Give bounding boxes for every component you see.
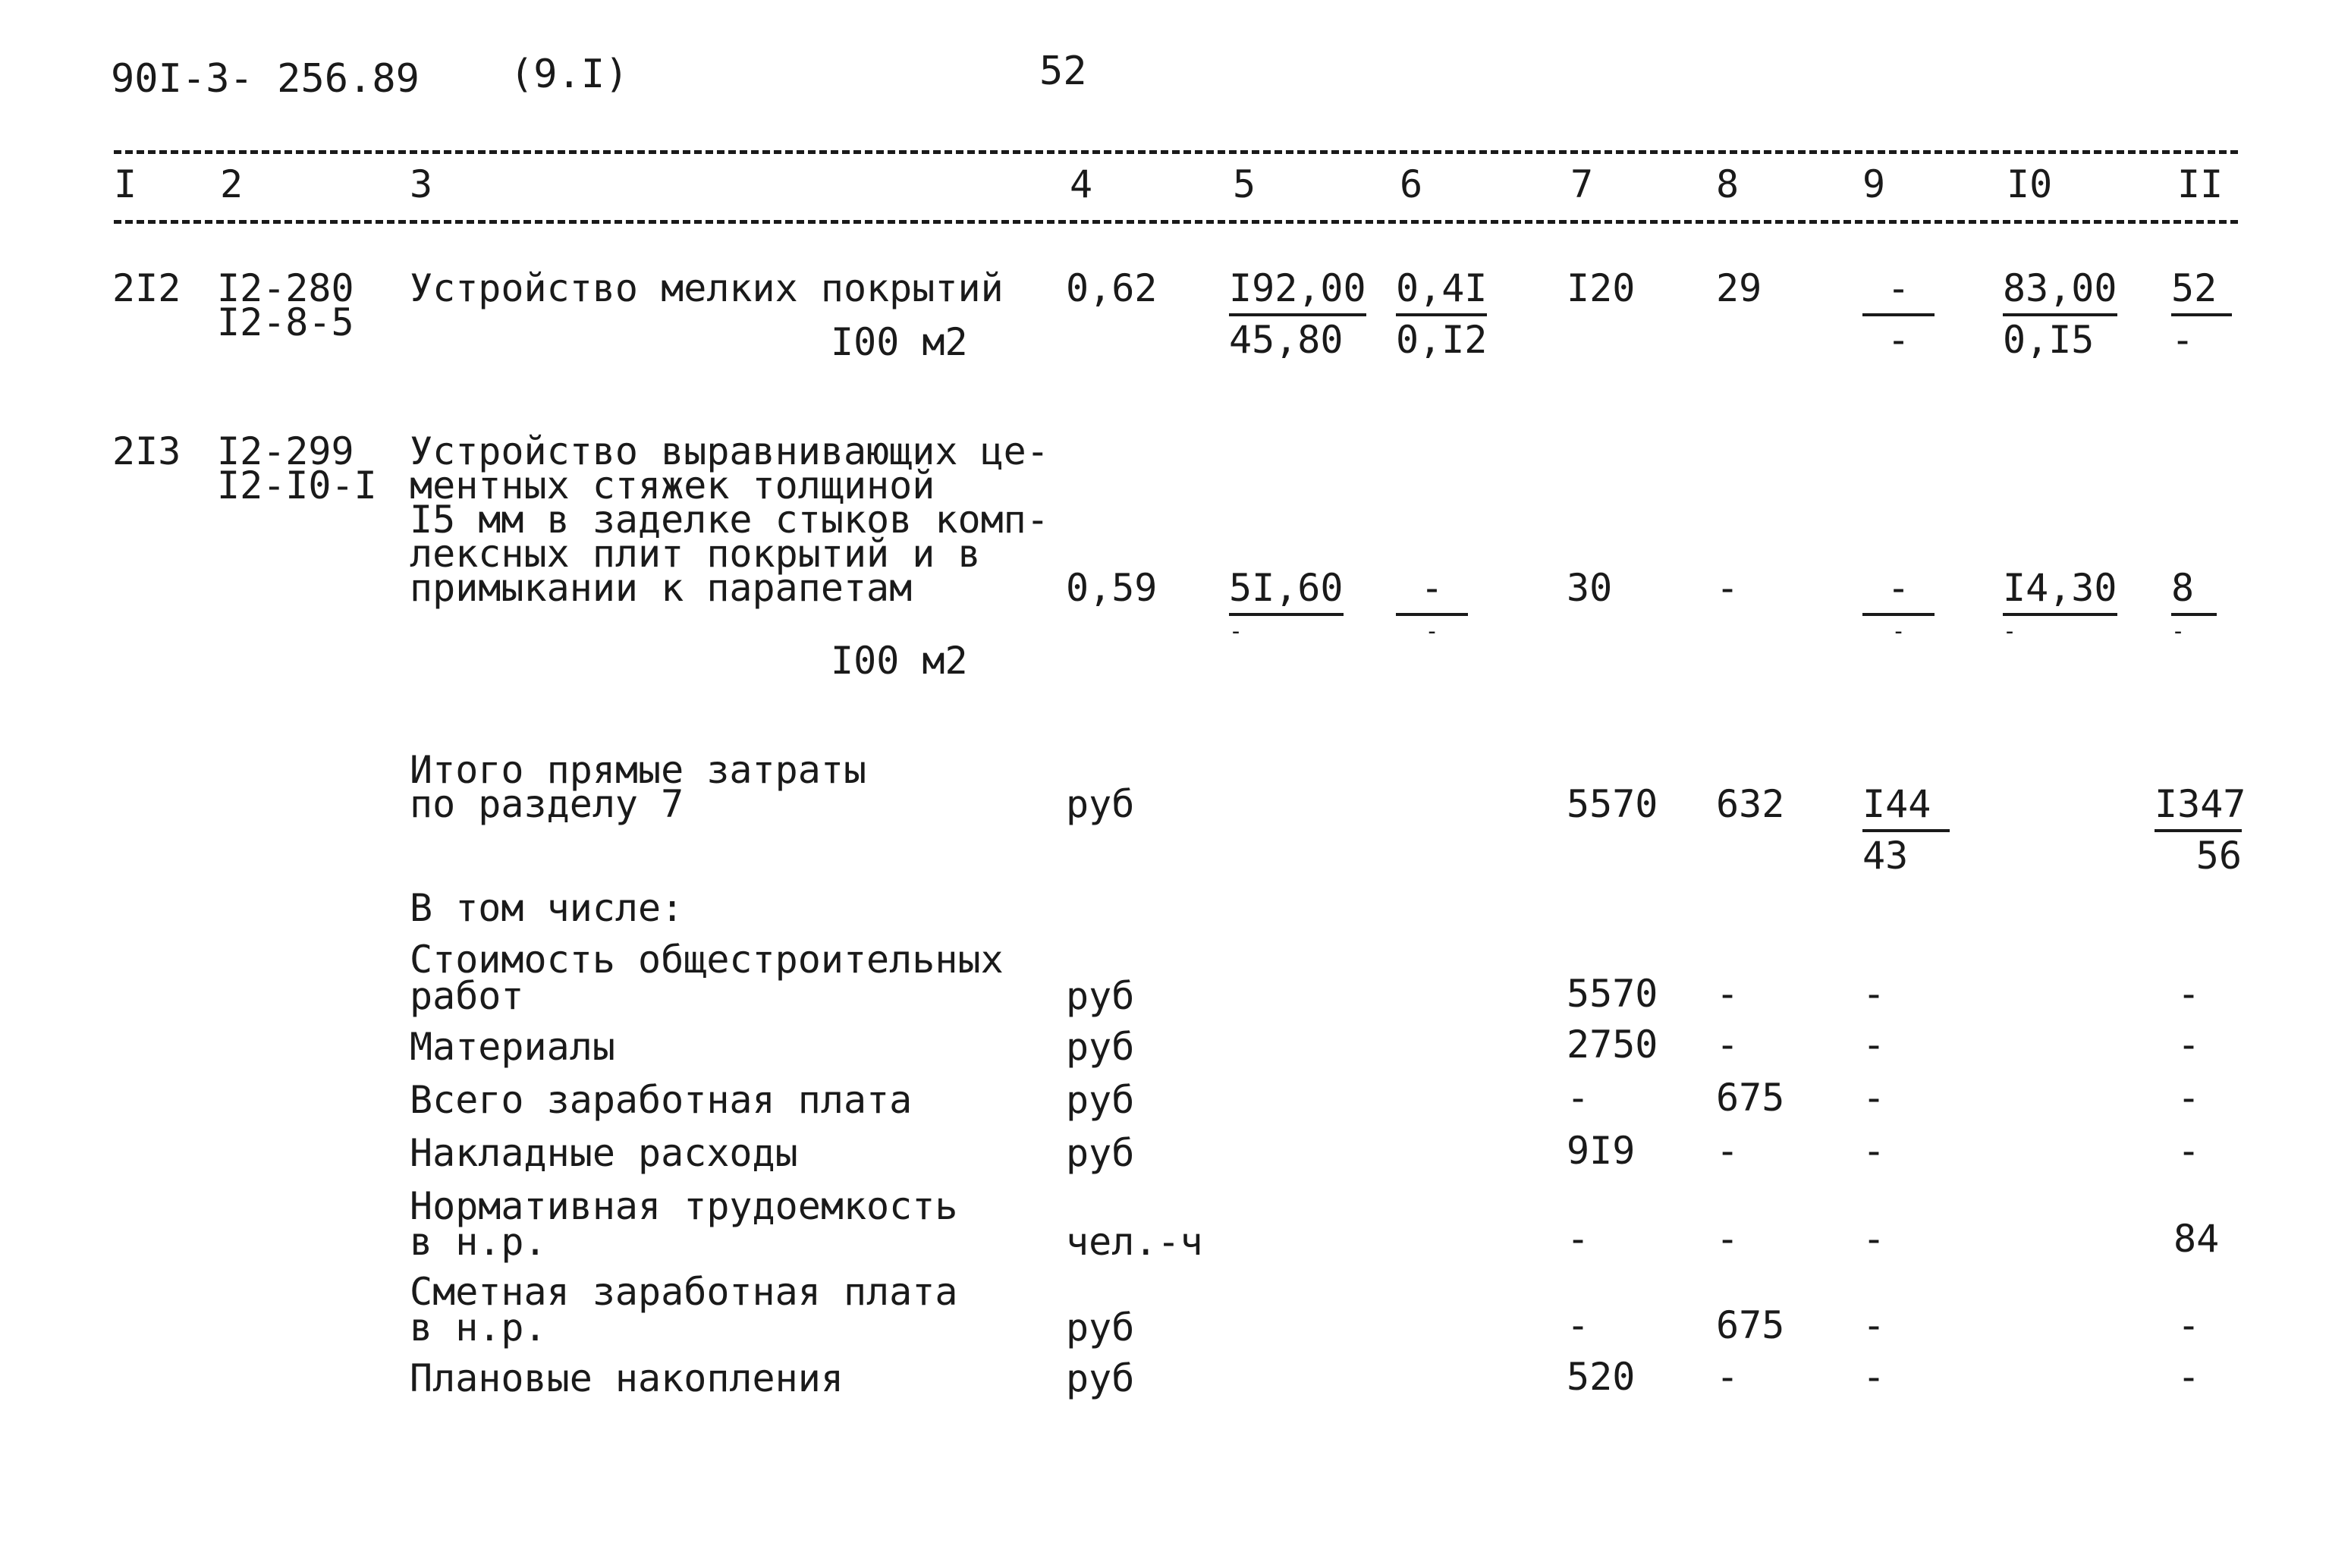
- col10-value: I4,30 -: [2003, 566, 2117, 645]
- total-label: Итого прямые затраты: [410, 748, 867, 792]
- work-description: I5 мм в заделке стыков комп-: [410, 498, 1049, 542]
- breakdown-unit: чел.-ч: [1066, 1220, 1203, 1264]
- breakdown-col8: -: [1716, 1023, 1740, 1067]
- breakdown-col9: -: [1862, 1129, 1886, 1173]
- breakdown-label: Стоимость общестроительных: [410, 938, 1004, 982]
- breakdown-col11: -: [2177, 972, 2201, 1016]
- breakdown-col11: -: [2177, 1303, 2201, 1347]
- rate-code: I2-8-5: [217, 300, 354, 344]
- breakdown-col11: -: [2177, 1023, 2201, 1067]
- total-col11: $\frac{I347}{56}$: [2155, 782, 2246, 878]
- quantity: 0,59: [1066, 566, 1158, 610]
- col9-value: - -: [1862, 569, 1935, 643]
- breakdown-col11: -: [2177, 1076, 2201, 1120]
- breakdown-col9: -: [1862, 1023, 1886, 1067]
- breakdown-col7: 5570: [1567, 972, 1658, 1016]
- work-description: Устройство выравнивающих це-: [410, 429, 1049, 473]
- breakdown-col7: 520: [1567, 1355, 1636, 1399]
- column-header: 2: [220, 162, 244, 206]
- breakdown-col7: -: [1567, 1076, 1590, 1120]
- unit-of-measure: I00 м2: [831, 320, 968, 364]
- total-label: по разделу 7: [410, 782, 684, 826]
- breakdown-col7: -: [1567, 1303, 1590, 1347]
- rate-code: I2-I0-I: [217, 463, 377, 507]
- column-header: 5: [1233, 162, 1256, 206]
- work-description: примыкании к парапетам: [410, 566, 913, 610]
- rate-code: I2-299: [217, 429, 354, 473]
- breakdown-col9: -: [1862, 972, 1886, 1016]
- breakdown-col9: -: [1862, 1217, 1886, 1261]
- col5-value: 5I,60 -: [1229, 566, 1344, 645]
- breakdown-label: работ: [410, 974, 524, 1018]
- total-unit: руб: [1066, 782, 1135, 826]
- column-header: I: [114, 162, 137, 206]
- header-top-rule: [114, 150, 2238, 154]
- breakdown-label: Всего заработная плата: [410, 1078, 913, 1122]
- work-description: Устройство мелких покрытий: [410, 266, 1004, 310]
- breakdown-col11: -: [2177, 1129, 2201, 1173]
- breakdown-col9: -: [1862, 1076, 1886, 1120]
- total-col9: $\frac{I44}{43}$: [1862, 785, 1950, 875]
- column-header: 3: [410, 162, 433, 206]
- row-number: 2I2: [112, 266, 181, 310]
- breakdown-label: Материалы: [410, 1025, 615, 1069]
- section-code: (9.I): [510, 52, 629, 97]
- breakdown-col8: -: [1716, 1129, 1740, 1173]
- col6-value: $\frac{0,4I}{0,I2}$: [1396, 266, 1488, 362]
- column-header: 4: [1070, 162, 1093, 206]
- breakdown-col9: -: [1862, 1355, 1886, 1399]
- breakdown-col8: 675: [1716, 1076, 1785, 1120]
- breakdown-col9: -: [1862, 1303, 1886, 1347]
- column-header: I0: [2007, 162, 2053, 206]
- breakdown-label: Плановые накопления: [410, 1356, 844, 1400]
- breakdown-label: в н.р.: [410, 1306, 547, 1350]
- header-bottom-rule: [114, 220, 2238, 224]
- document-number: 90I-3- 256.89: [111, 56, 420, 102]
- col8-value: -: [1716, 566, 1740, 610]
- breakdown-unit: руб: [1066, 974, 1135, 1018]
- column-header: II: [2177, 162, 2224, 206]
- breakdown-unit: руб: [1066, 1356, 1135, 1400]
- breakdown-label: в н.р.: [410, 1220, 547, 1264]
- unit-of-measure: I00 м2: [831, 639, 968, 683]
- breakdown-col7: 2750: [1567, 1023, 1658, 1067]
- col6-value: - -: [1396, 569, 1468, 643]
- breakdown-unit: руб: [1066, 1306, 1135, 1350]
- col10-value: $\frac{83,00}{0,I5}$: [2003, 266, 2117, 362]
- column-header: 9: [1862, 162, 1886, 206]
- including-label: В том числе:: [410, 886, 684, 930]
- page-number: 52: [1039, 49, 1087, 94]
- col7-value: 30: [1567, 566, 1613, 610]
- column-header: 6: [1400, 162, 1423, 206]
- col11-value: 52 -: [2171, 269, 2232, 359]
- total-col7: 5570: [1567, 782, 1658, 826]
- breakdown-label: Нормативная трудоемкость: [410, 1184, 958, 1228]
- col11-value: 8 -: [2171, 569, 2217, 643]
- breakdown-col11: 84: [2173, 1217, 2220, 1261]
- work-description: ментных стяжек толщиной: [410, 463, 935, 507]
- breakdown-unit: руб: [1066, 1025, 1135, 1069]
- col9-value: - -: [1862, 269, 1935, 359]
- breakdown-col11: -: [2177, 1355, 2201, 1399]
- column-header: 8: [1716, 162, 1740, 206]
- quantity: 0,62: [1066, 266, 1158, 310]
- row-number: 2I3: [112, 429, 181, 473]
- breakdown-col8: 675: [1716, 1303, 1785, 1347]
- breakdown-unit: руб: [1066, 1078, 1135, 1122]
- total-col8: 632: [1716, 782, 1785, 826]
- col5-value: $\frac{I92,00}{45,80}$: [1229, 266, 1366, 362]
- breakdown-label: Накладные расходы: [410, 1131, 798, 1175]
- breakdown-col7: 9I9: [1567, 1129, 1636, 1173]
- breakdown-col8: -: [1716, 1355, 1740, 1399]
- col7-value: I20: [1567, 266, 1636, 310]
- breakdown-col8: -: [1716, 972, 1740, 1016]
- col8-value: 29: [1716, 266, 1762, 310]
- breakdown-col8: -: [1716, 1217, 1740, 1261]
- breakdown-col7: -: [1567, 1217, 1590, 1261]
- rate-code: I2-280: [217, 266, 354, 310]
- breakdown-label: Сметная заработная плата: [410, 1270, 958, 1314]
- work-description: лексных плит покрытий и в: [410, 532, 981, 576]
- column-header: 7: [1570, 162, 1594, 206]
- breakdown-unit: руб: [1066, 1131, 1135, 1175]
